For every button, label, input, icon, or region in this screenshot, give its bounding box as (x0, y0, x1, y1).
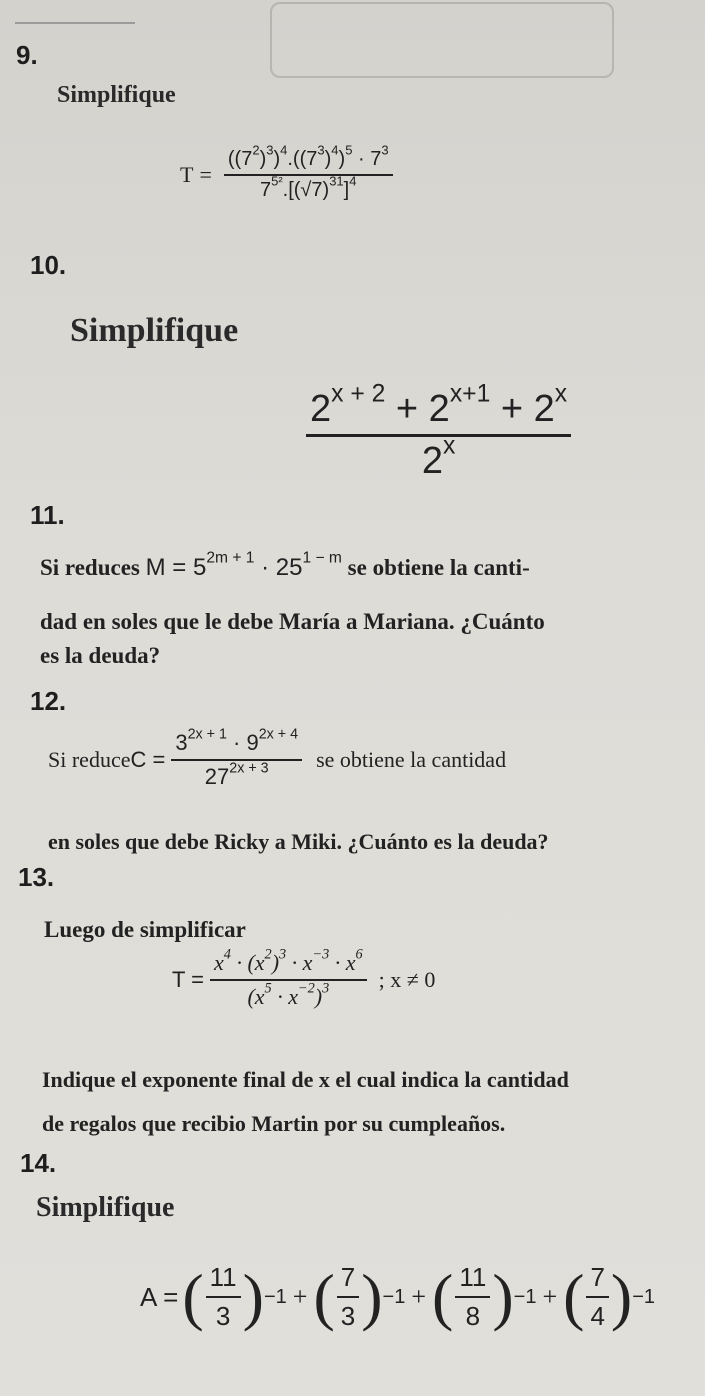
term-3-numerator: 11 (455, 1262, 490, 1298)
problem-10-fraction (306, 380, 571, 483)
right-paren: ) (242, 1261, 264, 1332)
problem-10-denominator: 2$^x$ (421, 432, 456, 482)
pencil-line (15, 22, 135, 24)
plus-sign: + (542, 1282, 558, 1311)
term-1-numerator: 11 (206, 1262, 241, 1298)
problem-14-lhs: A = (140, 1281, 179, 1312)
problem-13-denominator: $(x^5 \cdot x^{-2})^3$ (247, 980, 330, 1009)
problem-13-intro: Luego de simplificar (44, 917, 246, 942)
problem-14-heading: Simplifique (36, 1192, 175, 1223)
term-2-fraction (337, 1262, 359, 1332)
problem-13-condition: ; x ≠ 0 (378, 967, 436, 992)
term-4-denominator: 4 (590, 1301, 605, 1331)
problem-9-numerator: $((7^2)^3)^4.((7^3)^4)^5 \cdot 7^3$ (224, 148, 393, 176)
term-1-denominator: 3 (215, 1301, 231, 1331)
problem-10-formula (300, 380, 577, 483)
problem-12-line-2: en soles que debe Ricky a Miki. ¿Cuánto es la deuda? (48, 829, 549, 854)
problem-11-number: 11. (30, 500, 65, 530)
problem-9-lhs: T (180, 162, 194, 187)
term-4-fraction (586, 1262, 608, 1332)
problem-13-lhs: T = (172, 967, 205, 992)
problem-13-line-1: Indique el exponente final de x el cual indica la cantidad (42, 1067, 569, 1092)
term-2-denominator: 3 (340, 1301, 356, 1331)
problem-11-line-1: Si reduces $M = 5^{2m + 1} \cdot 25^{1 - m}$ se obtiene la canti- (40, 549, 530, 581)
pencil-doodle (270, 2, 614, 78)
right-paren: ) (361, 1261, 383, 1332)
term-3-denominator: 8 (465, 1301, 481, 1331)
problem-12-tail: se obtiene la cantidad (316, 747, 507, 772)
problem-12-fraction (171, 726, 302, 790)
problem-13-formula (172, 946, 436, 1010)
left-paren: ( (182, 1261, 204, 1332)
left-paren: ( (432, 1261, 454, 1332)
right-paren: ) (610, 1261, 633, 1332)
problem-9-denominator: $7^{5^2}.[(√7)^{31}]^4$ (259, 173, 357, 201)
term-4-numerator: 7 (586, 1262, 608, 1298)
problem-10-number: 10. (30, 250, 67, 280)
problem-13-fraction (210, 946, 367, 1010)
problem-12-number: 12. (30, 686, 67, 716)
problem-14-formula: A = ( $\frac{11}{3}$ ) −1 + ( $\frac{7}{3}$ ) −1 + ( $\frac{11}{8}$ ) −1 + ( $\frac{7}{4}$ ) −1 (140, 1261, 656, 1332)
problem-12-denominator: $27^{2x + 3}$ (204, 760, 269, 789)
right-paren: ) (492, 1261, 514, 1332)
problem-13-number: 13. (18, 862, 55, 892)
plus-sign: + (292, 1282, 308, 1311)
left-paren: ( (313, 1261, 335, 1332)
problem-14-number: 14. (20, 1148, 57, 1178)
problem-9-fraction (224, 142, 393, 202)
plus-sign: + (411, 1282, 427, 1311)
problem-12-numerator: $3^{2x + 1} \cdot 9^{2x + 4}$ (171, 730, 302, 761)
problem-9-heading: Simplifique (57, 82, 176, 108)
problem-10-heading: Simplifique (70, 312, 239, 349)
term-1-fraction (206, 1262, 241, 1332)
problem-11-line-2: dad en soles que le debe María a Mariana. ¿Cuánto (40, 609, 545, 634)
equals-sign: = (199, 162, 212, 187)
problem-13-numerator: $x^4 \cdot (x^2)^3 \cdot x^{-3} \cdot x^6$ (210, 950, 367, 981)
problem-12-lhs: C = (130, 747, 166, 772)
term-3-fraction (455, 1262, 490, 1332)
problem-13-line-2: de regalos que recibio Martin por su cumpleaños. (42, 1111, 506, 1136)
problem-9-number: 9. (16, 40, 38, 70)
problem-9-formula (180, 142, 399, 202)
problem-10-numerator: $2^{x + 2} + 2^{x+1} + 2^x$ (306, 388, 571, 437)
problem-12-line-1 (48, 726, 507, 790)
problem-12-intro: Si reduce (48, 747, 131, 772)
problem-11-line-3: es la deuda? (40, 643, 161, 668)
term-2-numerator: 7 (337, 1262, 359, 1298)
left-paren: ( (563, 1261, 585, 1332)
